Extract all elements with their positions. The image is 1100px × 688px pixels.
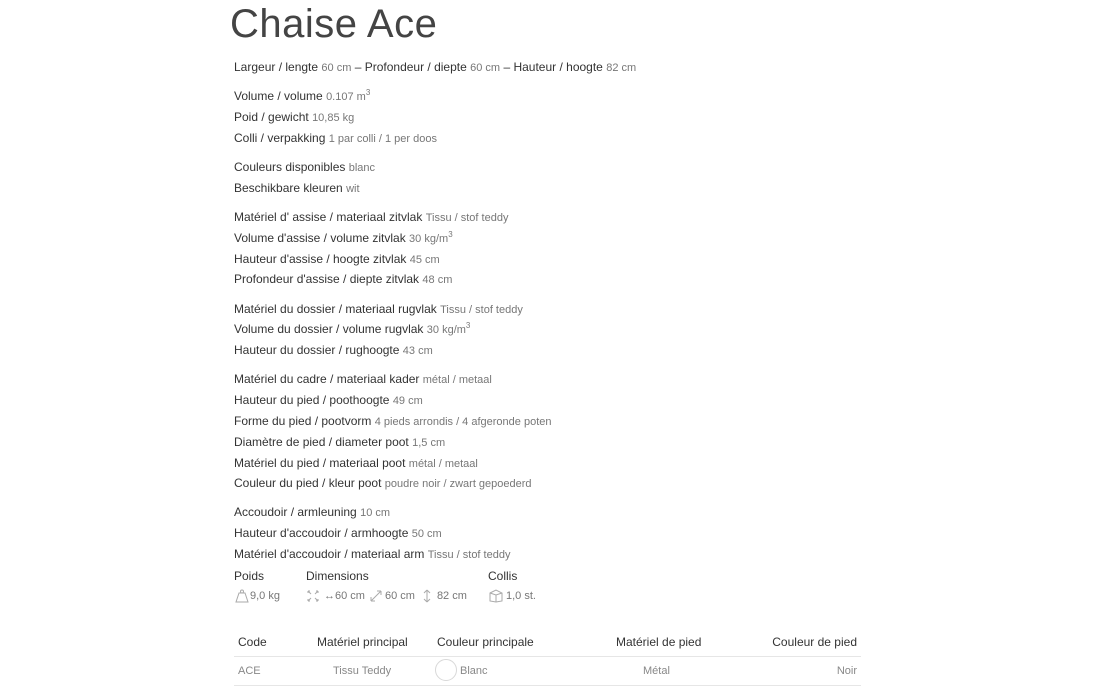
spec-line	[234, 545, 874, 566]
spec-key: Poid / gewicht	[234, 109, 309, 124]
spec-group-gap	[234, 362, 874, 370]
spec-key: Volume d'assise / volume zitvlak	[234, 230, 406, 245]
spec-line	[234, 58, 874, 79]
row-foot-material: Métal	[643, 665, 670, 677]
spec-key: Diamètre de pied / diameter poot	[234, 434, 409, 449]
spec-value: Tissu / stof teddy	[440, 303, 523, 316]
spec-line	[234, 208, 874, 229]
spec-line	[234, 391, 874, 412]
spec-key: Hauteur / hoogte	[513, 60, 603, 74]
spec-group-gap	[234, 150, 874, 158]
header-foot-material: Matériel de pied	[616, 635, 702, 649]
spec-group-gap	[234, 79, 874, 87]
row-code: ACE	[238, 665, 261, 677]
table-header	[234, 628, 861, 657]
spec-key: Hauteur du dossier / rughoogte	[234, 343, 400, 358]
variants-table	[234, 628, 861, 686]
spec-group-gap	[234, 291, 874, 299]
spec-value: 4 pieds arrondis / 4 afgeronde poten	[374, 415, 552, 428]
spec-key: Matériel du cadre / materiaal kader	[234, 372, 420, 387]
header-foot-color: Couleur de pied	[772, 635, 857, 649]
row-foot-color: Noir	[836, 665, 857, 677]
spec-key: Matériel du dossier / materiaal rugvlak	[234, 301, 437, 316]
spec-value: wit	[346, 182, 360, 195]
spec-line	[234, 503, 874, 524]
spec-value: 1 par colli / 1 per doos	[328, 132, 437, 145]
height-arrow-icon	[421, 589, 433, 603]
spec-value: 50 cm	[411, 528, 442, 541]
row-main-material: Tissu Teddy	[333, 665, 392, 677]
spec-value: métal / metaal	[422, 374, 492, 387]
spec-value: blanc	[348, 161, 376, 174]
summary-colli-label: Collis	[488, 569, 518, 583]
spec-line	[234, 108, 874, 129]
spec-key: Couleurs disponibles	[234, 159, 346, 174]
row-main-color-label: Blanc	[460, 665, 488, 677]
spec-key: Largeur / lengte	[234, 60, 319, 74]
color-swatch	[435, 659, 457, 681]
spec-key: Couleur du pied / kleur poot	[234, 476, 382, 491]
row-main-color	[435, 657, 488, 685]
spec-value-superscript: 3	[448, 229, 453, 239]
spec-value: 10,85 kg	[312, 111, 355, 124]
spec-value: 30 kg/m	[409, 232, 449, 245]
spec-key: Hauteur d'accoudoir / armhoogte	[234, 526, 409, 541]
spec-separator: –	[500, 60, 514, 74]
summary-depth-value: 60 cm	[384, 590, 415, 602]
header-code: Code	[238, 635, 267, 649]
spec-value: 43 cm	[402, 345, 433, 358]
spec-line	[234, 412, 874, 433]
spec-key: Profondeur d'assise / diepte zitvlak	[234, 272, 420, 287]
spec-key: Accoudoir / armleuning	[234, 505, 357, 520]
spec-key: Profondeur / diepte	[364, 60, 467, 74]
spec-line	[234, 250, 874, 271]
spec-value: Tissu / stof teddy	[425, 211, 509, 224]
spec-value: Tissu / stof teddy	[427, 549, 511, 562]
spec-value: 60 cm	[470, 62, 501, 74]
spec-line	[234, 524, 874, 545]
spec-list	[234, 58, 874, 566]
spec-value: 45 cm	[409, 253, 440, 266]
spec-value-superscript: 3	[465, 321, 471, 331]
summary-colli	[488, 568, 536, 604]
summary-weight-value: 9,0 kg	[250, 590, 280, 602]
spec-line	[234, 87, 874, 108]
spec-line	[234, 270, 874, 291]
spec-key: Volume du dossier / volume rugvlak	[234, 322, 424, 337]
spec-value: 0.107 m	[326, 91, 366, 104]
spec-separator: –	[351, 60, 365, 74]
summary-dimensions-label: Dimensions	[306, 569, 369, 583]
summary-height-value: 82 cm	[436, 590, 467, 602]
page-title: Chaise Ace	[230, 2, 438, 46]
header-main-color: Couleur principale	[437, 635, 534, 649]
spec-key: Hauteur du pied / poothoogte	[234, 393, 390, 408]
summary-width-value: ↔60 cm	[324, 590, 365, 602]
spec-line	[234, 229, 874, 250]
summary-weight	[234, 568, 280, 604]
dimensions-icon	[306, 589, 320, 603]
spec-key: Matériel d'accoudoir / materiaal arm	[234, 547, 425, 562]
spec-value: 82 cm	[606, 62, 637, 74]
summary-weight-label: Poids	[234, 569, 265, 583]
spec-value: 30 kg/m	[426, 324, 466, 337]
spec-value: poudre noir / zwart gepoederd	[384, 478, 532, 491]
spec-line	[234, 158, 874, 179]
spec-line	[234, 300, 874, 321]
depth-arrow-icon	[369, 589, 383, 603]
spec-value: 60 cm	[321, 62, 352, 74]
spec-line	[234, 454, 874, 475]
spec-line	[234, 474, 874, 495]
spec-group-gap	[234, 200, 874, 208]
spec-key: Forme du pied / pootvorm	[234, 413, 372, 428]
spec-line	[234, 129, 874, 150]
spec-line	[234, 370, 874, 391]
header-main-material: Matériel principal	[317, 635, 408, 649]
spec-value-superscript: 3	[365, 88, 371, 98]
spec-line	[234, 433, 874, 454]
weight-icon	[234, 589, 250, 603]
spec-value: 48 cm	[422, 274, 453, 287]
spec-key: Hauteur d'assise / hoogte zitvlak	[234, 251, 407, 266]
spec-group-gap	[234, 495, 874, 503]
spec-line	[234, 320, 874, 341]
box-icon	[488, 589, 504, 603]
spec-value: métal / metaal	[408, 457, 478, 470]
table-row	[234, 657, 861, 686]
spec-line	[234, 179, 874, 200]
spec-value: 49 cm	[392, 395, 423, 408]
spec-line	[234, 341, 874, 362]
spec-key: Matériel d' assise / materiaal zitvlak	[234, 209, 423, 224]
spec-value: 10 cm	[360, 507, 391, 520]
spec-key: Colli / verpakking	[234, 130, 326, 145]
spec-key: Beschikbare kleuren	[234, 180, 343, 195]
summary-dimensions	[306, 568, 467, 604]
summary-colli-value: 1,0 st.	[506, 590, 536, 602]
spec-key: Volume / volume	[234, 89, 323, 104]
spec-value: 1,5 cm	[412, 436, 446, 449]
spec-key: Matériel du pied / materiaal poot	[234, 455, 406, 470]
